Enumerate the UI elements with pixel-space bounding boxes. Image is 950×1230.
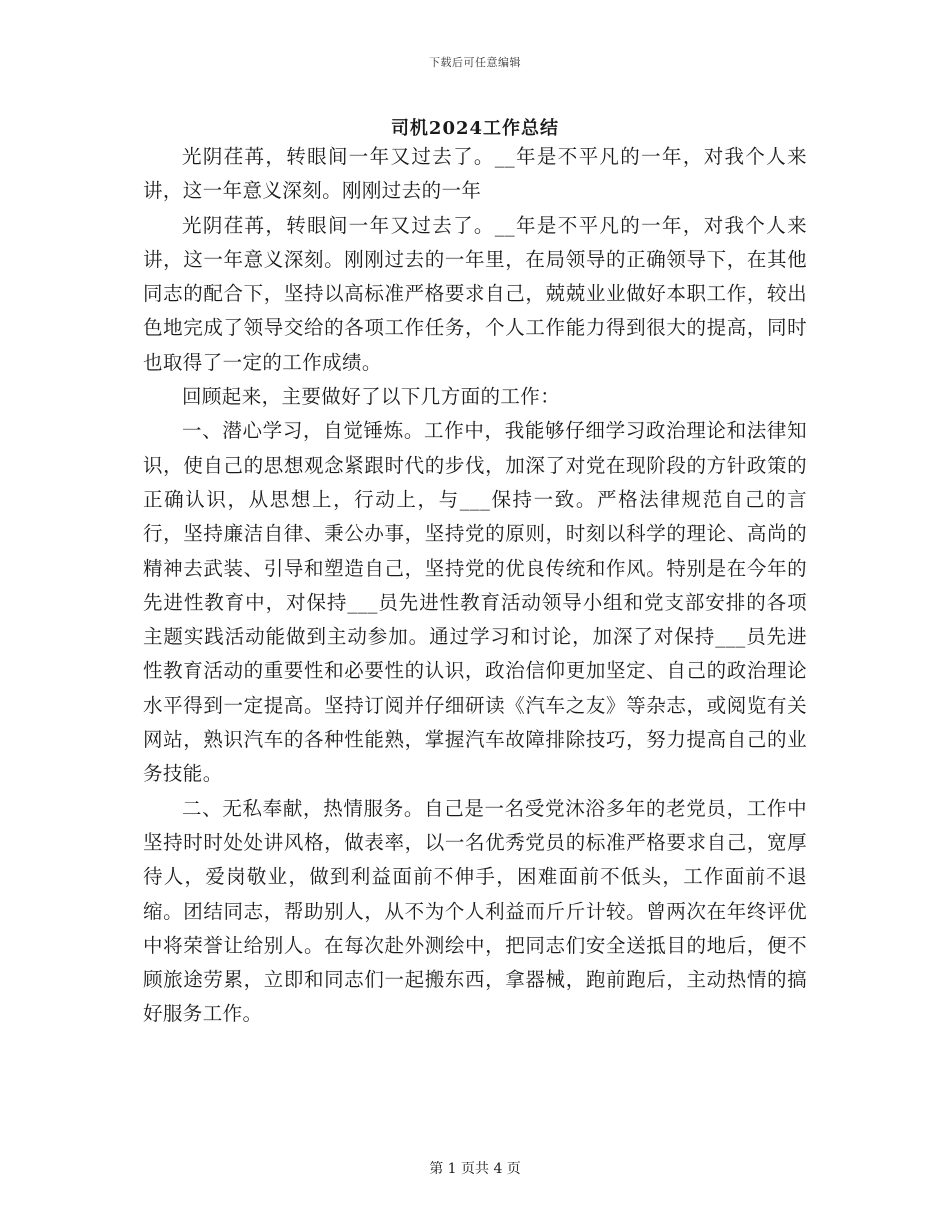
- paragraph-section-study: 一、潜心学习，自觉锤炼。工作中，我能够仔细学习政治理论和法律知识，使自己的思想观念紧跟时代的步伐，加深了对党在现阶段的方针政策的正确认识，从思想上，行动上，与___保持一致。严格法律规范自己的言行，坚持廉洁自律、秉公办事，坚持党的原则，时刻以科学的理论、高尚的精神去武装、引导和塑造自己，坚持党的优良传统和作风。特别是在今年的先进性教育中，对保持___员先进性教育活动领导小组和党支部安排的各项主题实践活动能做到主动参加。通过学习和讨论，加深了对保持___员先进性教育活动的重要性和必要性的认识，政治信仰更加坚定、自己的政治理论水平得到一定提高。坚持订阅并仔细研读《汽车之友》等杂志，或阅览有关网站，熟识汽车的各种性能熟，掌握汽车故障排除技巧，努力提高自己的业务技能。: [143, 419, 807, 786]
- document-body: [143, 140, 807, 1032]
- paragraph-overview: 回顾起来，主要做好了以下几方面的工作：: [182, 385, 561, 409]
- page-footer: [0, 1158, 950, 1178]
- document-title: 司机2024工作总结: [390, 118, 560, 139]
- paragraph-intro-fragment: 光阴荏苒，转眼间一年又过去了。__年是不平凡的一年，对我个人来讲，这一年意义深刻。刚刚过去的一年: [143, 145, 807, 203]
- paragraph-intro: 光阴荏苒，转眼间一年又过去了。__年是不平凡的一年，对我个人来讲，这一年意义深刻。刚刚过去的一年里，在局领导的正确领导下，在其他同志的配合下，坚持以高标准严格要求自己，兢兢业业做好本职工作，较出色地完成了领导交给的各项工作任务，个人工作能力得到很大的提高，同时也取得了一定的工作成绩。: [143, 213, 807, 374]
- page-number-label: 第 1 页共 4 页: [429, 1161, 521, 1177]
- page-header-note: 下载后可任意编辑: [429, 56, 521, 69]
- paragraph-section-service: 二、无私奉献，热情服务。自己是一名受党沐浴多年的老党员，工作中坚持时时处处讲风格，做表率，以一名优秀党员的标准严格要求自己，宽厚待人，爱岗敬业，做到利益面前不伸手，困难面前不低头，工作面前不退缩。团结同志，帮助别人，从不为个人利益而斤斤计较。曾两次在年终评优中将荣誉让给别人。在每次赴外测绘中，把同志们安全送抵目的地后，便不顾旅途劳累，立即和同志们一起搬东西，拿器械，跑前跑后，主动热情的搞好服务工作。: [143, 796, 807, 1026]
